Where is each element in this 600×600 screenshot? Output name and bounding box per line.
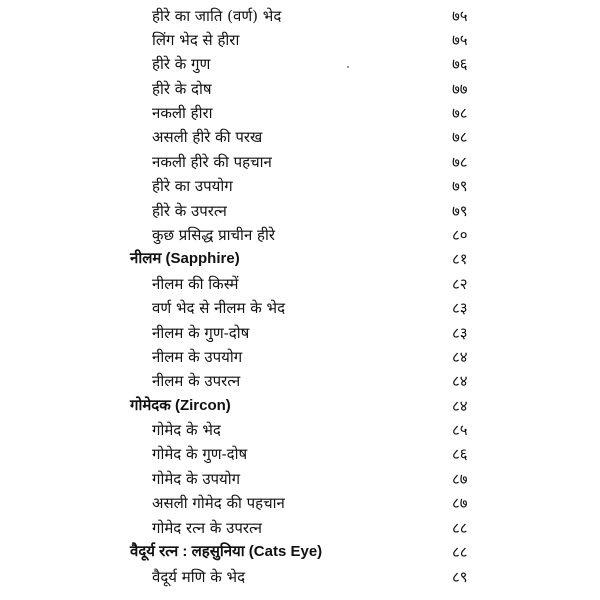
toc-entry-title: हीरे का जाति (वर्ण) भेद xyxy=(152,7,282,25)
toc-entry-page: ८५ xyxy=(452,421,468,439)
toc-entry xyxy=(0,467,600,491)
toc-entry xyxy=(0,52,600,76)
toc-entry-page: ८८ xyxy=(452,519,468,537)
toc-entry-title: वैदूर्य मणि के भेद xyxy=(152,568,246,586)
toc-entry xyxy=(0,369,600,393)
toc-entry xyxy=(0,174,600,198)
toc-entry-title: वर्ण भेद से नीलम के भेद xyxy=(152,299,286,317)
toc-entry xyxy=(0,4,600,28)
toc-entry-page: ८४ xyxy=(452,372,468,390)
toc-entry-title: हीरे के गुण xyxy=(152,55,211,73)
toc-section-title: गोमेदक (Zircon) xyxy=(130,397,231,414)
toc-entry-title: गोमेद रत्न के उपरत्न xyxy=(152,519,262,537)
toc-entry-title: नीलम के गुण-दोष xyxy=(152,324,250,342)
toc-entry-title: नीलम की किस्में xyxy=(152,275,239,293)
toc-entry-page: ७९ xyxy=(452,177,468,195)
toc-entry-title: नकली हीरा xyxy=(152,104,213,122)
toc-entry xyxy=(0,28,600,52)
toc-entry xyxy=(0,272,600,296)
toc-section-title: वैदूर्य रत्न : लहसुनिया (Cats Eye) xyxy=(130,543,323,560)
toc-entry xyxy=(0,150,600,174)
toc-entry xyxy=(0,296,600,320)
toc-entry-page: ८४ xyxy=(452,348,468,366)
toc-entry-page: ७९ xyxy=(452,202,468,220)
toc-entry-title: हीरे का उपयोग xyxy=(152,177,233,195)
toc-entry-page: ८४ xyxy=(452,397,468,415)
toc-entry-title: गोमेद के उपयोग xyxy=(152,470,241,488)
toc-section-title: नीलम (Sapphire) xyxy=(130,250,240,267)
toc-section-heading xyxy=(0,394,600,418)
toc-entry xyxy=(0,442,600,466)
toc-entry xyxy=(0,516,600,540)
toc-entry-title: हीरे के उपरत्न xyxy=(152,202,227,220)
toc-entry xyxy=(0,565,600,589)
toc-entry-page: ८१ xyxy=(452,250,468,268)
toc-entry-page: ८३ xyxy=(452,324,468,342)
toc-entry-page: ८० xyxy=(452,226,468,244)
toc-entry-title: नकली हीरे की पहचान xyxy=(152,153,272,171)
toc-entry-page: ७७ xyxy=(452,80,468,98)
toc-entry-page: ७५ xyxy=(452,31,468,49)
toc-entry-page: ७८ xyxy=(452,104,468,122)
toc-entry-title: नीलम के उपरत्न xyxy=(152,372,241,390)
toc-entry-page: ८७ xyxy=(452,470,468,488)
toc-entry-title: असली हीरे की परख xyxy=(152,128,263,146)
toc-entry-title: हीरे के दोष xyxy=(152,80,212,98)
toc-entry-title: लिंग भेद से हीरा xyxy=(152,31,240,49)
toc-entry xyxy=(0,101,600,125)
toc-entry-title: असली गोमेद की पहचान xyxy=(152,494,285,512)
toc-entry xyxy=(0,418,600,442)
toc-entry-page: ७६ xyxy=(452,55,468,73)
toc-entry-title: नीलम के उपयोग xyxy=(152,348,243,366)
toc-entry-title: कुछ प्रसिद्ध प्राचीन हीरे xyxy=(152,226,276,244)
toc-entry-page: ८७ xyxy=(452,494,468,512)
toc-entry-page: ७८ xyxy=(452,128,468,146)
toc-entry xyxy=(0,345,600,369)
toc-entry-page: ७५ xyxy=(452,7,468,25)
toc-entry xyxy=(0,491,600,515)
toc-entry-page: ८८ xyxy=(452,543,468,561)
scan-speck xyxy=(347,66,349,68)
toc-entry xyxy=(0,125,600,149)
toc-entry xyxy=(0,77,600,101)
toc-entry-page: ८६ xyxy=(452,445,468,463)
toc-entry-page: ७८ xyxy=(452,153,468,171)
toc-section-heading xyxy=(0,540,600,564)
toc-section-heading xyxy=(0,247,600,271)
toc-entry-title: गोमेद के भेद xyxy=(152,421,221,439)
toc-entry-title: गोमेद के गुण-दोष xyxy=(152,445,248,463)
toc-entry-page: ८९ xyxy=(452,568,468,586)
toc-entry xyxy=(0,223,600,247)
toc-entry-page: ८२ xyxy=(452,275,468,293)
toc-entry xyxy=(0,321,600,345)
toc-entry-page: ८३ xyxy=(452,299,468,317)
toc-entry xyxy=(0,199,600,223)
